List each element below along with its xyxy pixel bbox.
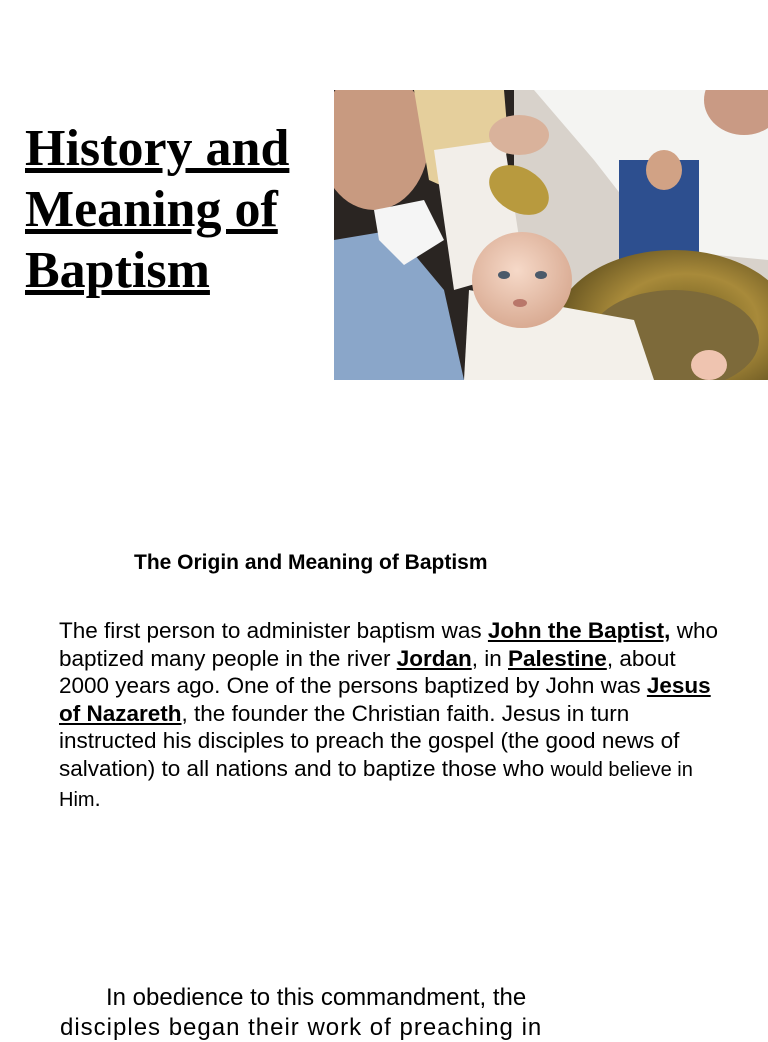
paragraph-origin: [59, 617, 719, 814]
text-run: .: [94, 785, 101, 811]
next-paragraph-start: In obedience to this commandment, the: [106, 984, 527, 1011]
john-the-baptist: John the Baptist,: [487, 618, 671, 643]
baptism-photo: [334, 90, 768, 380]
text-run: , in: [471, 645, 508, 671]
section-heading: The Origin and Meaning of Baptism: [134, 551, 488, 574]
jordan: Jordan: [396, 645, 472, 671]
next-paragraph-cut: disciples began their work of preaching in: [60, 1014, 543, 1041]
text-run: who baptized many people in the river: [59, 618, 718, 671]
jesus-of-nazareth: Jesus of Nazareth: [59, 673, 711, 726]
text-run: , the founder the Christian faith. Jesus in turn instructed his disciples to preach the gospel (the good news of salvation) to all nations and to baptize those who: [59, 700, 680, 781]
text-run: , about 2000 years ago. One of the persons baptized by John was: [59, 645, 676, 699]
palestine: Palestine: [508, 645, 607, 671]
text-run-small: would believe in Him: [59, 758, 693, 811]
text-run: The first person to administer baptism was: [59, 618, 488, 643]
page-title: History and Meaning of Baptism: [25, 120, 290, 299]
